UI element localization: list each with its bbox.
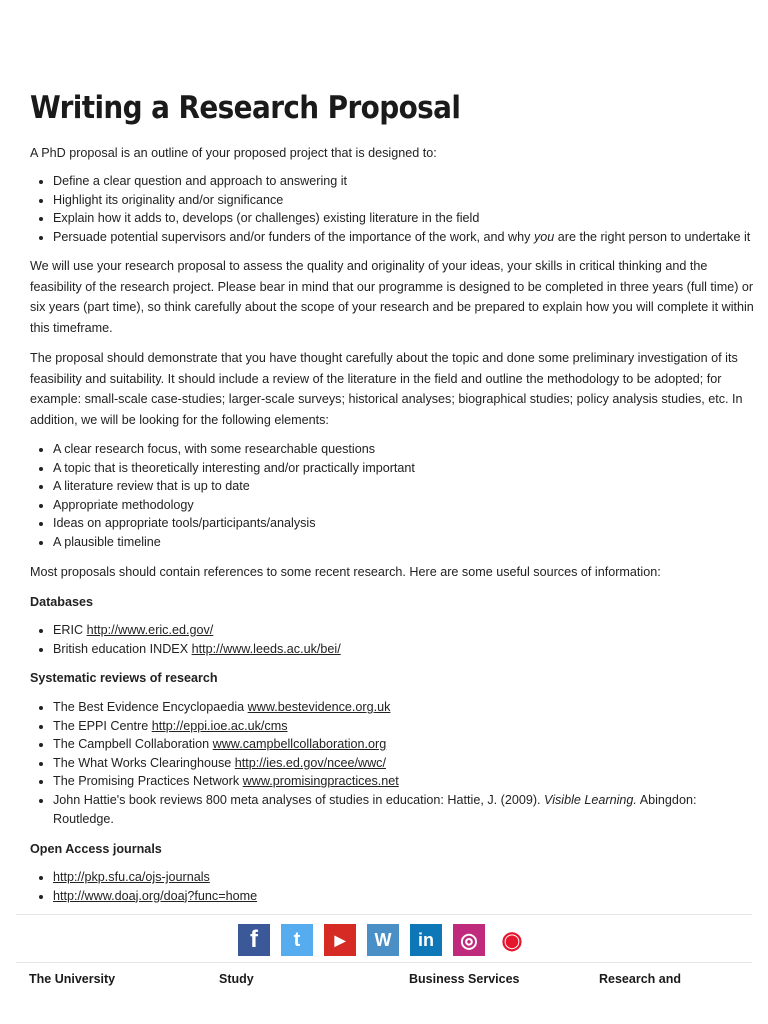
paragraph-line: six years (part time), so think carefully about the scope of your research and be prepared to explain how you will complete it within — [30, 300, 754, 315]
elements-list — [30, 440, 415, 552]
list-item: Define a clear question and approach to answering it — [30, 172, 750, 191]
reviews-list — [30, 698, 696, 828]
intro-list — [30, 172, 750, 246]
paragraph-line: We will use your research proposal to assess the quality and originality of your ideas, your skills in critical thinking and the — [30, 259, 708, 273]
youtube-icon[interactable]: ▶ — [324, 924, 356, 956]
assessment-paragraph — [30, 256, 754, 338]
review-label: The Campbell Collaboration — [53, 737, 213, 752]
list-item — [30, 791, 696, 828]
database-label: British education INDEX — [53, 641, 192, 656]
databases-list — [30, 621, 341, 658]
persuade-before: Persuade potential supervisors and/or funders of the importance of the work, and why — [53, 229, 534, 244]
twitter-icon[interactable]: t — [281, 924, 313, 956]
journals-list — [30, 868, 257, 905]
list-item — [30, 717, 696, 736]
persuade-emphasis: you — [533, 229, 555, 244]
list-item — [30, 621, 341, 640]
social-divider-top — [16, 914, 752, 915]
list-item — [30, 228, 750, 247]
persuade-after: are the right person to undertake it — [554, 229, 751, 244]
list-item — [30, 640, 341, 659]
footer-link-study[interactable]: Study — [219, 972, 254, 986]
list-item: A topic that is theoretically interesting and/or practically important — [30, 459, 415, 478]
hattie-line2: Routledge. — [53, 811, 114, 826]
eric-link[interactable]: http://www.eric.ed.gov/ — [86, 623, 214, 637]
promisingpractices-link[interactable]: www.promisingpractices.net — [242, 774, 399, 789]
list-item — [30, 754, 696, 773]
linkedin-icon[interactable]: in — [410, 924, 442, 956]
wordpress-icon[interactable]: W — [367, 924, 399, 956]
hattie-title: Visible Learning. — [544, 792, 637, 807]
footer-link-business[interactable]: Business Services — [409, 972, 520, 986]
weibo-icon[interactable]: ◉ — [496, 924, 528, 956]
social-divider-bottom — [16, 962, 752, 963]
review-label: The What Works Clearinghouse — [53, 755, 235, 770]
list-item: Appropriate methodology — [30, 496, 415, 515]
social-links — [238, 924, 528, 956]
bestevidence-link[interactable]: www.bestevidence.org.uk — [247, 700, 391, 714]
page-title: Writing a Research Proposal — [30, 90, 461, 126]
review-label: The Promising Practices Network — [53, 774, 243, 789]
list-item — [30, 887, 257, 906]
list-item: Highlight its originality and/or significance — [30, 191, 750, 210]
eppi-link[interactable]: http://eppi.ioe.ac.uk/cms — [151, 718, 288, 733]
list-item: Ideas on appropriate tools/participants/analysis — [30, 514, 415, 533]
paragraph-line: feasibility of the research project. Please bear in mind that our programme is designed to be completed in three years (full time) or — [30, 279, 754, 294]
hattie-before: John Hattie's book reviews 800 meta analyses of studies in education: Hattie, J. (2009). — [53, 792, 545, 807]
pkp-link[interactable]: http://pkp.sfu.ca/ojs-journals — [53, 870, 210, 884]
sources-intro: Most proposals should contain references to some recent research. Here are some useful sources of information: — [30, 565, 661, 579]
paragraph-line: this timeframe. — [30, 320, 113, 335]
reviews-heading: Systematic reviews of research — [30, 671, 218, 685]
footer-link-university[interactable]: The University — [29, 972, 116, 986]
bei-link[interactable]: http://www.leeds.ac.uk/bei/ — [191, 641, 341, 656]
paragraph-line: addition, we will be looking for the following elements: — [30, 412, 329, 427]
facebook-icon[interactable]: f — [238, 924, 270, 956]
databases-heading: Databases — [30, 595, 94, 609]
paragraph-line: example: small-scale case-studies; larger-scale surveys; historical analyses; biographical studies; policy analysis studies, etc. In — [30, 392, 743, 407]
list-item — [30, 772, 696, 791]
list-item: A literature review that is up to date — [30, 477, 415, 496]
paragraph-line: The proposal should demonstrate that you have thought carefully about the topic and done some preliminary investigation of its — [30, 351, 738, 365]
list-item: A clear research focus, with some researchable questions — [30, 440, 415, 459]
list-item: Explain how it adds to, develops (or challenges) existing literature in the field — [30, 209, 750, 228]
database-label: ERIC — [53, 623, 87, 637]
doaj-link[interactable]: http://www.doaj.org/doaj?func=home — [53, 888, 258, 903]
list-item — [30, 735, 696, 754]
intro-text: A PhD proposal is an outline of your proposed project that is designed to: — [30, 146, 437, 160]
list-item: A plausible timeline — [30, 533, 415, 552]
review-label: The Best Evidence Encyclopaedia — [53, 700, 248, 714]
footer-link-research[interactable]: Research and — [599, 972, 681, 986]
paragraph-line: feasibility and suitability. It should include a review of the literature in the field and outline the methodology to be adopted; for — [30, 371, 722, 386]
review-label: The EPPI Centre — [53, 718, 152, 733]
list-item — [30, 868, 257, 887]
list-item — [30, 698, 696, 717]
campbell-link[interactable]: www.campbellcollaboration.org — [212, 737, 387, 752]
whatworks-link[interactable]: http://ies.ed.gov/ncee/wwc/ — [234, 755, 386, 770]
proposal-paragraph — [30, 348, 743, 430]
journals-heading: Open Access journals — [30, 842, 162, 856]
instagram-icon[interactable]: ◎ — [453, 924, 485, 956]
hattie-after: Abingdon: — [636, 792, 697, 807]
